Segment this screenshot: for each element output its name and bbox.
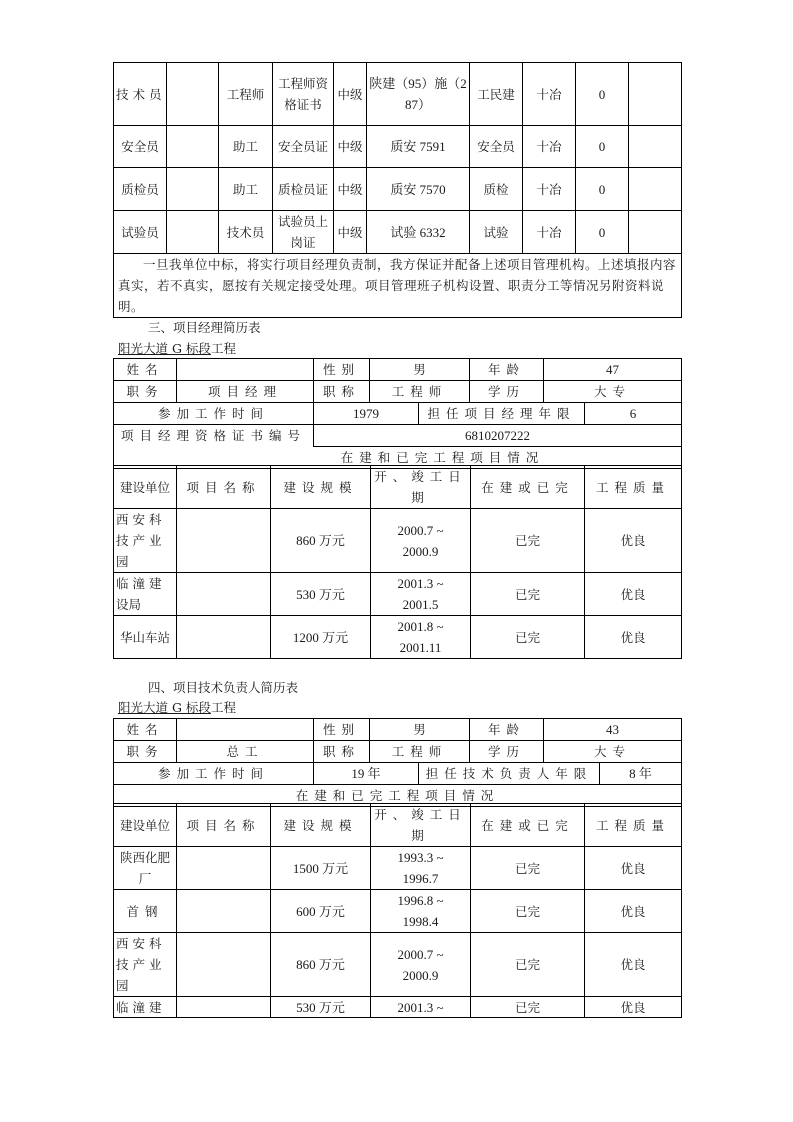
value-name (177, 359, 314, 381)
staff-role: 技 术 员 (114, 63, 167, 126)
staff-name (167, 63, 219, 126)
project-unit: 临 潼 建 (114, 997, 177, 1018)
value-title: 工程师 (370, 741, 470, 763)
project-quality: 优良 (585, 847, 682, 890)
project-scale: 530 万元 (271, 997, 371, 1018)
staff-cert: 工程师资格证书 (273, 63, 334, 126)
section4-project-title (118, 698, 236, 716)
staff-cert-no: 质安 7591 (367, 126, 470, 168)
staff-count: 0 (576, 168, 629, 211)
col-quality: 工程质量 (585, 466, 682, 509)
col-dates: 开、竣工日期 (371, 804, 471, 847)
staff-level: 中级 (334, 63, 367, 126)
staff-cert-no: 质安 7570 (367, 168, 470, 211)
col-name: 项目名称 (177, 804, 271, 847)
project-unit: 陕西化肥厂 (114, 847, 177, 890)
label-age: 年龄 (470, 359, 544, 381)
tech-lead-info-table (113, 718, 682, 807)
project-name: 阳光大道 G 标段 (118, 341, 211, 356)
label-cert-no: 项目经理资格证书编号 (114, 425, 314, 447)
projects-header-row (114, 804, 682, 847)
label-age: 年龄 (470, 719, 544, 741)
value-age: 43 (544, 719, 682, 741)
project-status: 已完 (471, 847, 585, 890)
project-row (114, 933, 682, 997)
date-end: 2001.11 (399, 640, 442, 655)
label-work-start: 参加工作时间 (114, 403, 314, 425)
info-row (114, 741, 682, 763)
date-end: 1996.7 (402, 871, 439, 886)
staff-role: 质检员 (114, 168, 167, 211)
info-row (114, 403, 682, 425)
staff-table (113, 62, 682, 318)
project-scale: 860 万元 (271, 933, 371, 997)
staff-remark (629, 126, 682, 168)
label-education: 学历 (470, 381, 544, 403)
value-title: 工程师 (370, 381, 470, 403)
staff-remark (629, 211, 682, 254)
staff-count: 0 (576, 211, 629, 254)
staff-origin: 十冶 (523, 126, 576, 168)
project-quality: 优良 (585, 509, 682, 573)
staff-count: 0 (576, 63, 629, 126)
col-quality: 工程质量 (585, 804, 682, 847)
staff-role: 试验员 (114, 211, 167, 254)
value-gender: 男 (370, 719, 470, 741)
value-cert-no: 6810207222 (314, 425, 682, 447)
projects-header: 在建和已完工程项目情况 (340, 450, 545, 465)
staff-role: 安全员 (114, 126, 167, 168)
label-name: 姓名 (114, 719, 177, 741)
project-scale: 1500 万元 (271, 847, 371, 890)
value-tech-lead-years: 8 年 (600, 763, 682, 785)
section3-project-title (118, 339, 236, 357)
staff-name (167, 211, 219, 254)
date-start: 2001.3 ~ (397, 576, 444, 591)
project-name (177, 997, 271, 1018)
project-scale: 1200 万元 (271, 616, 371, 659)
date-end: 1998.4 (402, 914, 439, 929)
project-row (114, 573, 682, 616)
commitment-note: 一旦我单位中标，将实行项目经理负责制，我方保证并配备上述项目管理机构。上述填报内容真实，若不真实，愿按有关规定接受处理。项目管理班子机构设置、职责分工等情况另附资料说明。 (114, 254, 682, 318)
projects-header-row (114, 466, 682, 509)
staff-count: 0 (576, 126, 629, 168)
section3-heading: 三、项目经理简历表 (148, 320, 261, 335)
project-name (177, 573, 271, 616)
staff-row (114, 63, 682, 126)
info-row (114, 359, 682, 381)
label-title: 职称 (314, 741, 370, 763)
project-name (177, 933, 271, 997)
label-gender: 性别 (314, 719, 370, 741)
project-suffix: 工程 (210, 700, 236, 715)
label-title: 职称 (314, 381, 370, 403)
col-scale: 建设规模 (271, 466, 371, 509)
project-row (114, 997, 682, 1018)
project-dates (371, 890, 471, 933)
value-education: 大专 (544, 381, 682, 403)
staff-row (114, 168, 682, 211)
col-scale: 建设规模 (271, 804, 371, 847)
project-name (177, 616, 271, 659)
project-dates (371, 573, 471, 616)
staff-row (114, 211, 682, 254)
value-work-start: 19 年 (314, 763, 419, 785)
staff-name (167, 168, 219, 211)
project-name (177, 847, 271, 890)
project-name (177, 890, 271, 933)
project-dates: 2001.3 ~ (371, 997, 471, 1018)
tech-lead-projects-table (113, 803, 682, 1018)
label-position: 职务 (114, 381, 177, 403)
date-start: 1996.8 ~ (397, 893, 444, 908)
staff-title: 助工 (219, 126, 273, 168)
project-status: 已完 (471, 616, 585, 659)
project-unit: 西 安 科 技 产 业 园 (114, 509, 177, 573)
label-tech-lead-years: 担任技术负责人年限 (419, 763, 600, 785)
col-name: 项目名称 (177, 466, 271, 509)
staff-level: 中级 (334, 168, 367, 211)
project-name: 阳光大道 G 标段 (118, 700, 211, 715)
project-row (114, 509, 682, 573)
date-end: 2001.5 (402, 597, 439, 612)
staff-origin: 十冶 (523, 168, 576, 211)
project-unit: 首钢 (114, 890, 177, 933)
staff-cert: 安全员证 (273, 126, 334, 168)
staff-specialty: 质检 (470, 168, 523, 211)
staff-level: 中级 (334, 126, 367, 168)
col-status: 在建或已完 (471, 466, 585, 509)
project-quality: 优良 (585, 616, 682, 659)
date-end: 2000.9 (402, 967, 439, 983)
projects-header: 在建和已完工程项目情况 (114, 785, 682, 807)
date-start: 2000.7 ~ (397, 946, 444, 962)
project-dates (371, 933, 471, 997)
staff-remark (629, 63, 682, 126)
project-unit: 华山车站 (114, 616, 177, 659)
staff-cert-no: 试验 6332 (367, 211, 470, 254)
project-status: 已完 (471, 933, 585, 997)
staff-origin: 十冶 (523, 211, 576, 254)
label-work-start: 参加工作时间 (114, 763, 314, 785)
label-gender: 性别 (314, 359, 370, 381)
project-status: 已完 (471, 509, 585, 573)
project-unit: 西 安 科 技 产 业 园 (114, 933, 177, 997)
col-status: 在建或已完 (471, 804, 585, 847)
staff-title: 助工 (219, 168, 273, 211)
staff-specialty: 工民建 (470, 63, 523, 126)
project-status: 已完 (471, 890, 585, 933)
value-manager-years: 6 (585, 403, 682, 425)
info-row (114, 719, 682, 741)
label-position: 职务 (114, 741, 177, 763)
info-row (114, 763, 682, 785)
date-start: 1993.3 ~ (397, 850, 444, 865)
info-row (114, 381, 682, 403)
label-name: 姓名 (114, 359, 177, 381)
value-position: 项目经理 (177, 381, 314, 403)
project-dates (371, 616, 471, 659)
project-status: 已完 (471, 997, 585, 1018)
staff-cert: 试验员上岗证 (273, 211, 334, 254)
staff-cert: 质检员证 (273, 168, 334, 211)
project-scale: 530 万元 (271, 573, 371, 616)
value-age: 47 (544, 359, 682, 381)
value-name (177, 719, 314, 741)
col-unit: 建设单位 (114, 466, 177, 509)
project-quality: 优良 (585, 997, 682, 1018)
project-row (114, 890, 682, 933)
project-quality: 优良 (585, 933, 682, 997)
value-gender: 男 (370, 359, 470, 381)
staff-cert-no: 陕建（95）施（287） (367, 63, 470, 126)
project-suffix: 工程 (210, 341, 236, 356)
project-row (114, 847, 682, 890)
project-status: 已完 (471, 573, 585, 616)
staff-remark (629, 168, 682, 211)
staff-level: 中级 (334, 211, 367, 254)
project-name (177, 509, 271, 573)
manager-info-table (113, 358, 682, 469)
date-end: 2000.9 (402, 543, 439, 559)
col-dates: 开、竣工日期 (371, 466, 471, 509)
project-scale: 600 万元 (271, 890, 371, 933)
project-dates (371, 509, 471, 573)
project-scale: 860 万元 (271, 509, 371, 573)
section4-heading: 四、项目技术负责人简历表 (148, 680, 299, 695)
project-quality: 优良 (585, 890, 682, 933)
project-row (114, 616, 682, 659)
staff-specialty: 试验 (470, 211, 523, 254)
staff-note-row (114, 254, 682, 318)
value-education: 大专 (544, 741, 682, 763)
staff-origin: 十冶 (523, 63, 576, 126)
project-unit: 临 潼 建 设局 (114, 573, 177, 616)
project-quality: 优良 (585, 573, 682, 616)
staff-name (167, 126, 219, 168)
label-education: 学历 (470, 741, 544, 763)
info-row (114, 425, 682, 447)
project-dates (371, 847, 471, 890)
staff-row (114, 126, 682, 168)
staff-specialty: 安全员 (470, 126, 523, 168)
col-unit: 建设单位 (114, 804, 177, 847)
staff-title: 技术员 (219, 211, 273, 254)
date-start: 2000.7 ~ (397, 522, 444, 538)
label-manager-years: 担任项目经理年限 (419, 403, 585, 425)
manager-projects-table (113, 465, 682, 659)
value-work-start: 1979 (314, 403, 419, 425)
date-start: 2001.8 ~ (397, 619, 444, 634)
value-position: 总工 (177, 741, 314, 763)
staff-title: 工程师 (219, 63, 273, 126)
